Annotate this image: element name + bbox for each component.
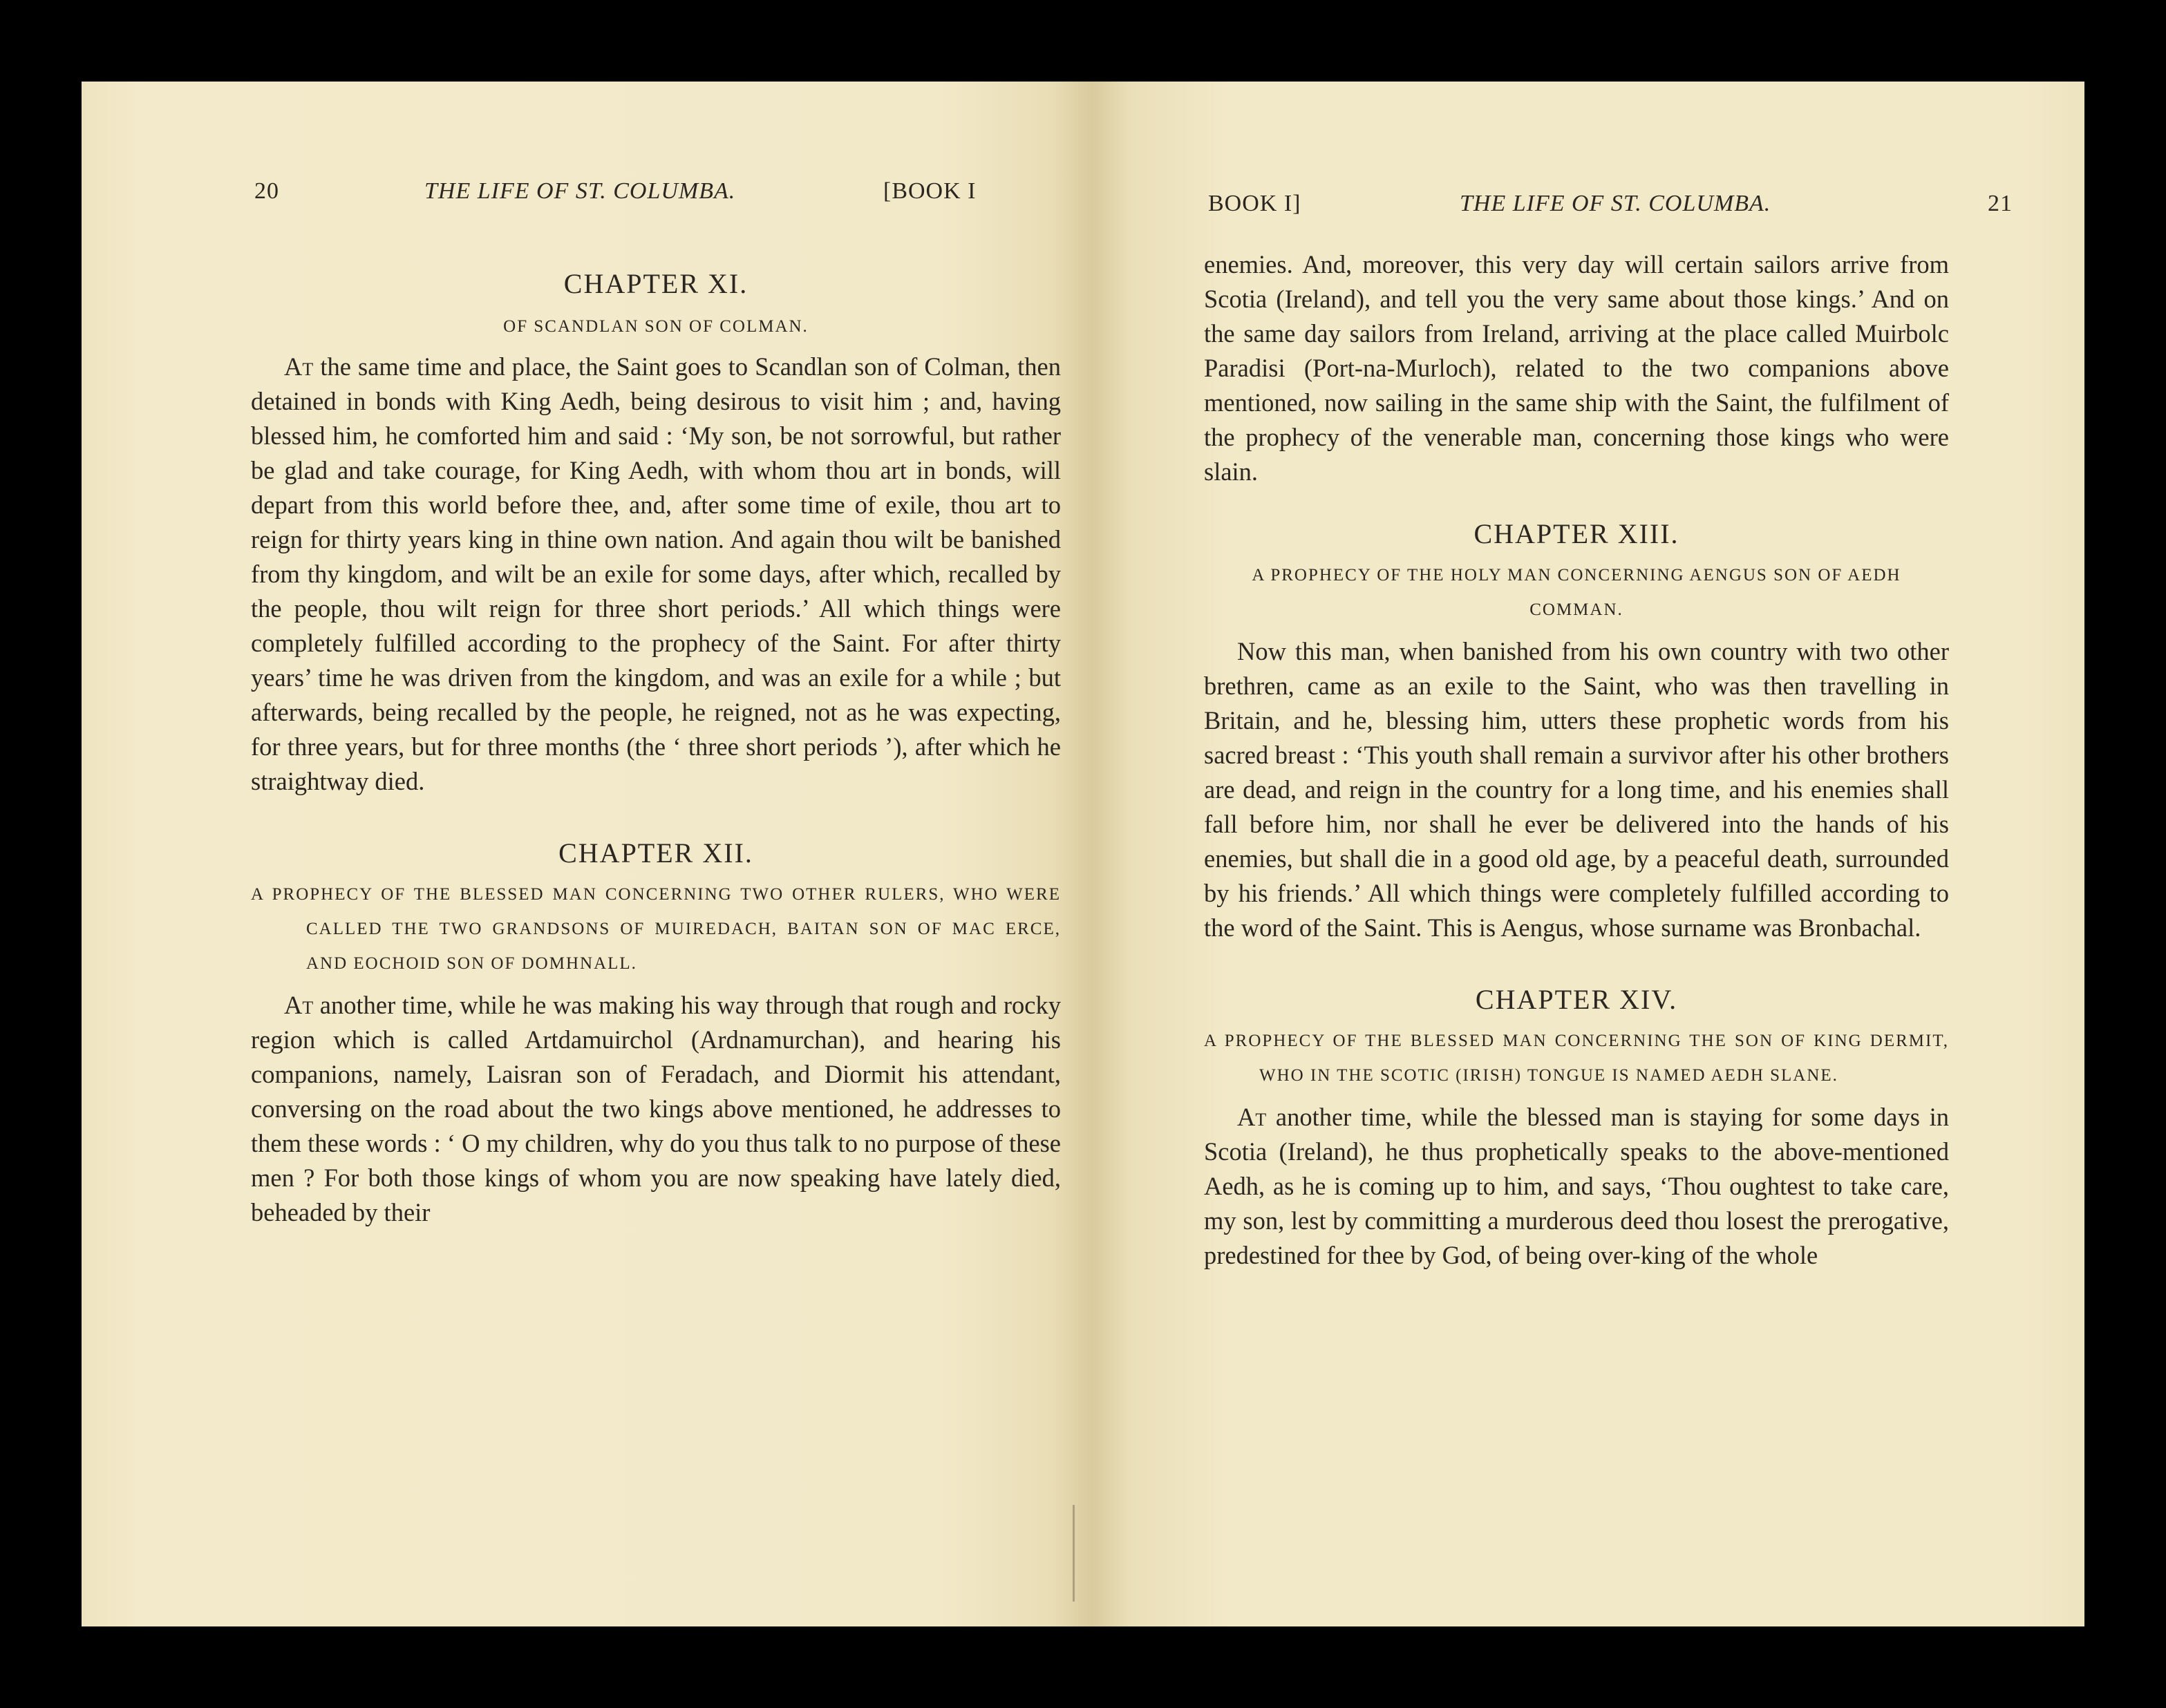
page-number: 20 <box>254 178 279 204</box>
chapter-paragraph <box>1204 1100 1949 1273</box>
chapter-subtitle: A PROPHECY OF THE BLESSED MAN CONCERNING THE SON OF KING DERMIT, WHO IN THE SCOTIC (IRISH) TONGUE IS NAMED AEDH SLANE. <box>1204 1032 1949 1085</box>
chapter-title: CHAPTER XII. <box>558 837 753 869</box>
paragraph-lead: At <box>1237 1103 1267 1131</box>
chapter-paragraph <box>251 988 1061 1230</box>
page-number: 21 <box>1988 191 2013 216</box>
running-book: [BOOK I <box>883 178 977 204</box>
chapter-subtitle: A PROPHECY OF THE BLESSED MAN CONCERNING TWO OTHER RULERS, WHO WERE CALLED THE TWO GRANDSONS OF MUIREDACH, BAITAN SON OF MAC ERCE, AND EOCHOID SON OF DOMHNALL. <box>251 885 1061 973</box>
continuation-paragraph: enemies. And, moreover, this very day will certain sailors arrive from Scotia (Ireland), and tell you the very same about those kings.’ And on the same day sailors from Ireland, arriving at the place called Muirbolc Paradisi (Port-na-Murloch), related to the two companions above mentioned, now sailing in the same ship with the Saint, the fulfilment of the prophecy of the venerable man, concerning those kings who were slain. <box>1204 250 1949 486</box>
left-page <box>82 82 1092 1626</box>
paragraph-lead: At <box>284 352 314 381</box>
right-page <box>1092 82 2084 1626</box>
chapter-paragraph <box>251 350 1061 799</box>
paragraph-text: the same time and place, the Saint goes to Scandlan son of Colman, then detained in bonds with King Aedh, being desirous to visit him ; and, having blessed him, he comforted him and said : ‘My son, be not sorrowful, but rather be glad and take courage, for King Aedh, with whom thou art in bonds, will depart from this world before thee, and, after some time of exile, thou art to reign for thirty years king in thine own nation. And again thou wilt be banished from thy kingdom, and wilt be an exile for some days, after which, recalled by the people, thou wilt reign for three short periods.’ All which things were completely fulfilled according to the prophecy of the Saint. For after thirty years’ time he was driven from the kingdom, and was an exile for a while ; but afterwards, being recalled by the people, he reigned, not as he was expecting, for three years, but for three months (the ‘ three short periods ’), after which he straightway died. <box>251 352 1061 795</box>
book-spread <box>82 82 2084 1626</box>
right-body <box>1204 247 1949 1273</box>
chapter-title: CHAPTER XI. <box>563 268 748 299</box>
gutter-shadow <box>1073 1505 1075 1602</box>
paragraph-text: another time, while the blessed man is staying for some days in Scotia (Ireland), he thus prophetically speaks to the above-mentioned Aedh, as he is coming up to him, and says, ‘Thou oughtest to take care, my son, lest by committing a murderous deed thou losest the prerogative, predestined for thee by God, of being over-king of the whole <box>1204 1103 1949 1269</box>
running-book: BOOK I] <box>1208 191 1301 216</box>
chapter-paragraph: Now this man, when banished from his own country with two other brethren, came as an exile to the Saint, who was then travelling in Britain, and he, blessing him, utters these prophetic words from his sacred breast : ‘This youth shall remain a survivor after his other brothers are dead, and reign in the country for a long time, and his enemies shall fall before him, nor shall he ever be delivered into the hands of his enemies, but shall die in a good old age, by a peaceful death, surrounded by his friends.’ All which things were completely fulfilled according to the word of the Saint. This is Aengus, whose surname was Bronbachal. <box>1204 637 1949 942</box>
paragraph-lead: At <box>284 991 314 1019</box>
running-title: THE LIFE OF ST. COLUMBA. <box>424 178 736 204</box>
left-body <box>251 267 1061 1230</box>
paragraph-text: another time, while he was making his way through that rough and rocky region which is called Artdamuirchol (Ardnamurchan), and hearing his companions, namely, Laisran son of Feradach, and Diormit his attendant, conversing on the road about the two kings above mentioned, he addresses to them these words : ‘ O my children, why do you thus talk to no purpose of these men ? For both those kings of whom you are now speaking have lately died, beheaded by their <box>251 991 1061 1226</box>
chapter-subtitle: A PROPHECY OF THE HOLY MAN CONCERNING AENGUS SON OF AEDH COMMAN. <box>1252 566 1901 619</box>
chapter-subtitle: OF SCANDLAN SON OF COLMAN. <box>503 317 809 336</box>
chapter-title: CHAPTER XIII. <box>1473 518 1679 549</box>
chapter-title: CHAPTER XIV. <box>1475 984 1678 1015</box>
running-title: THE LIFE OF ST. COLUMBA. <box>1460 191 1771 216</box>
